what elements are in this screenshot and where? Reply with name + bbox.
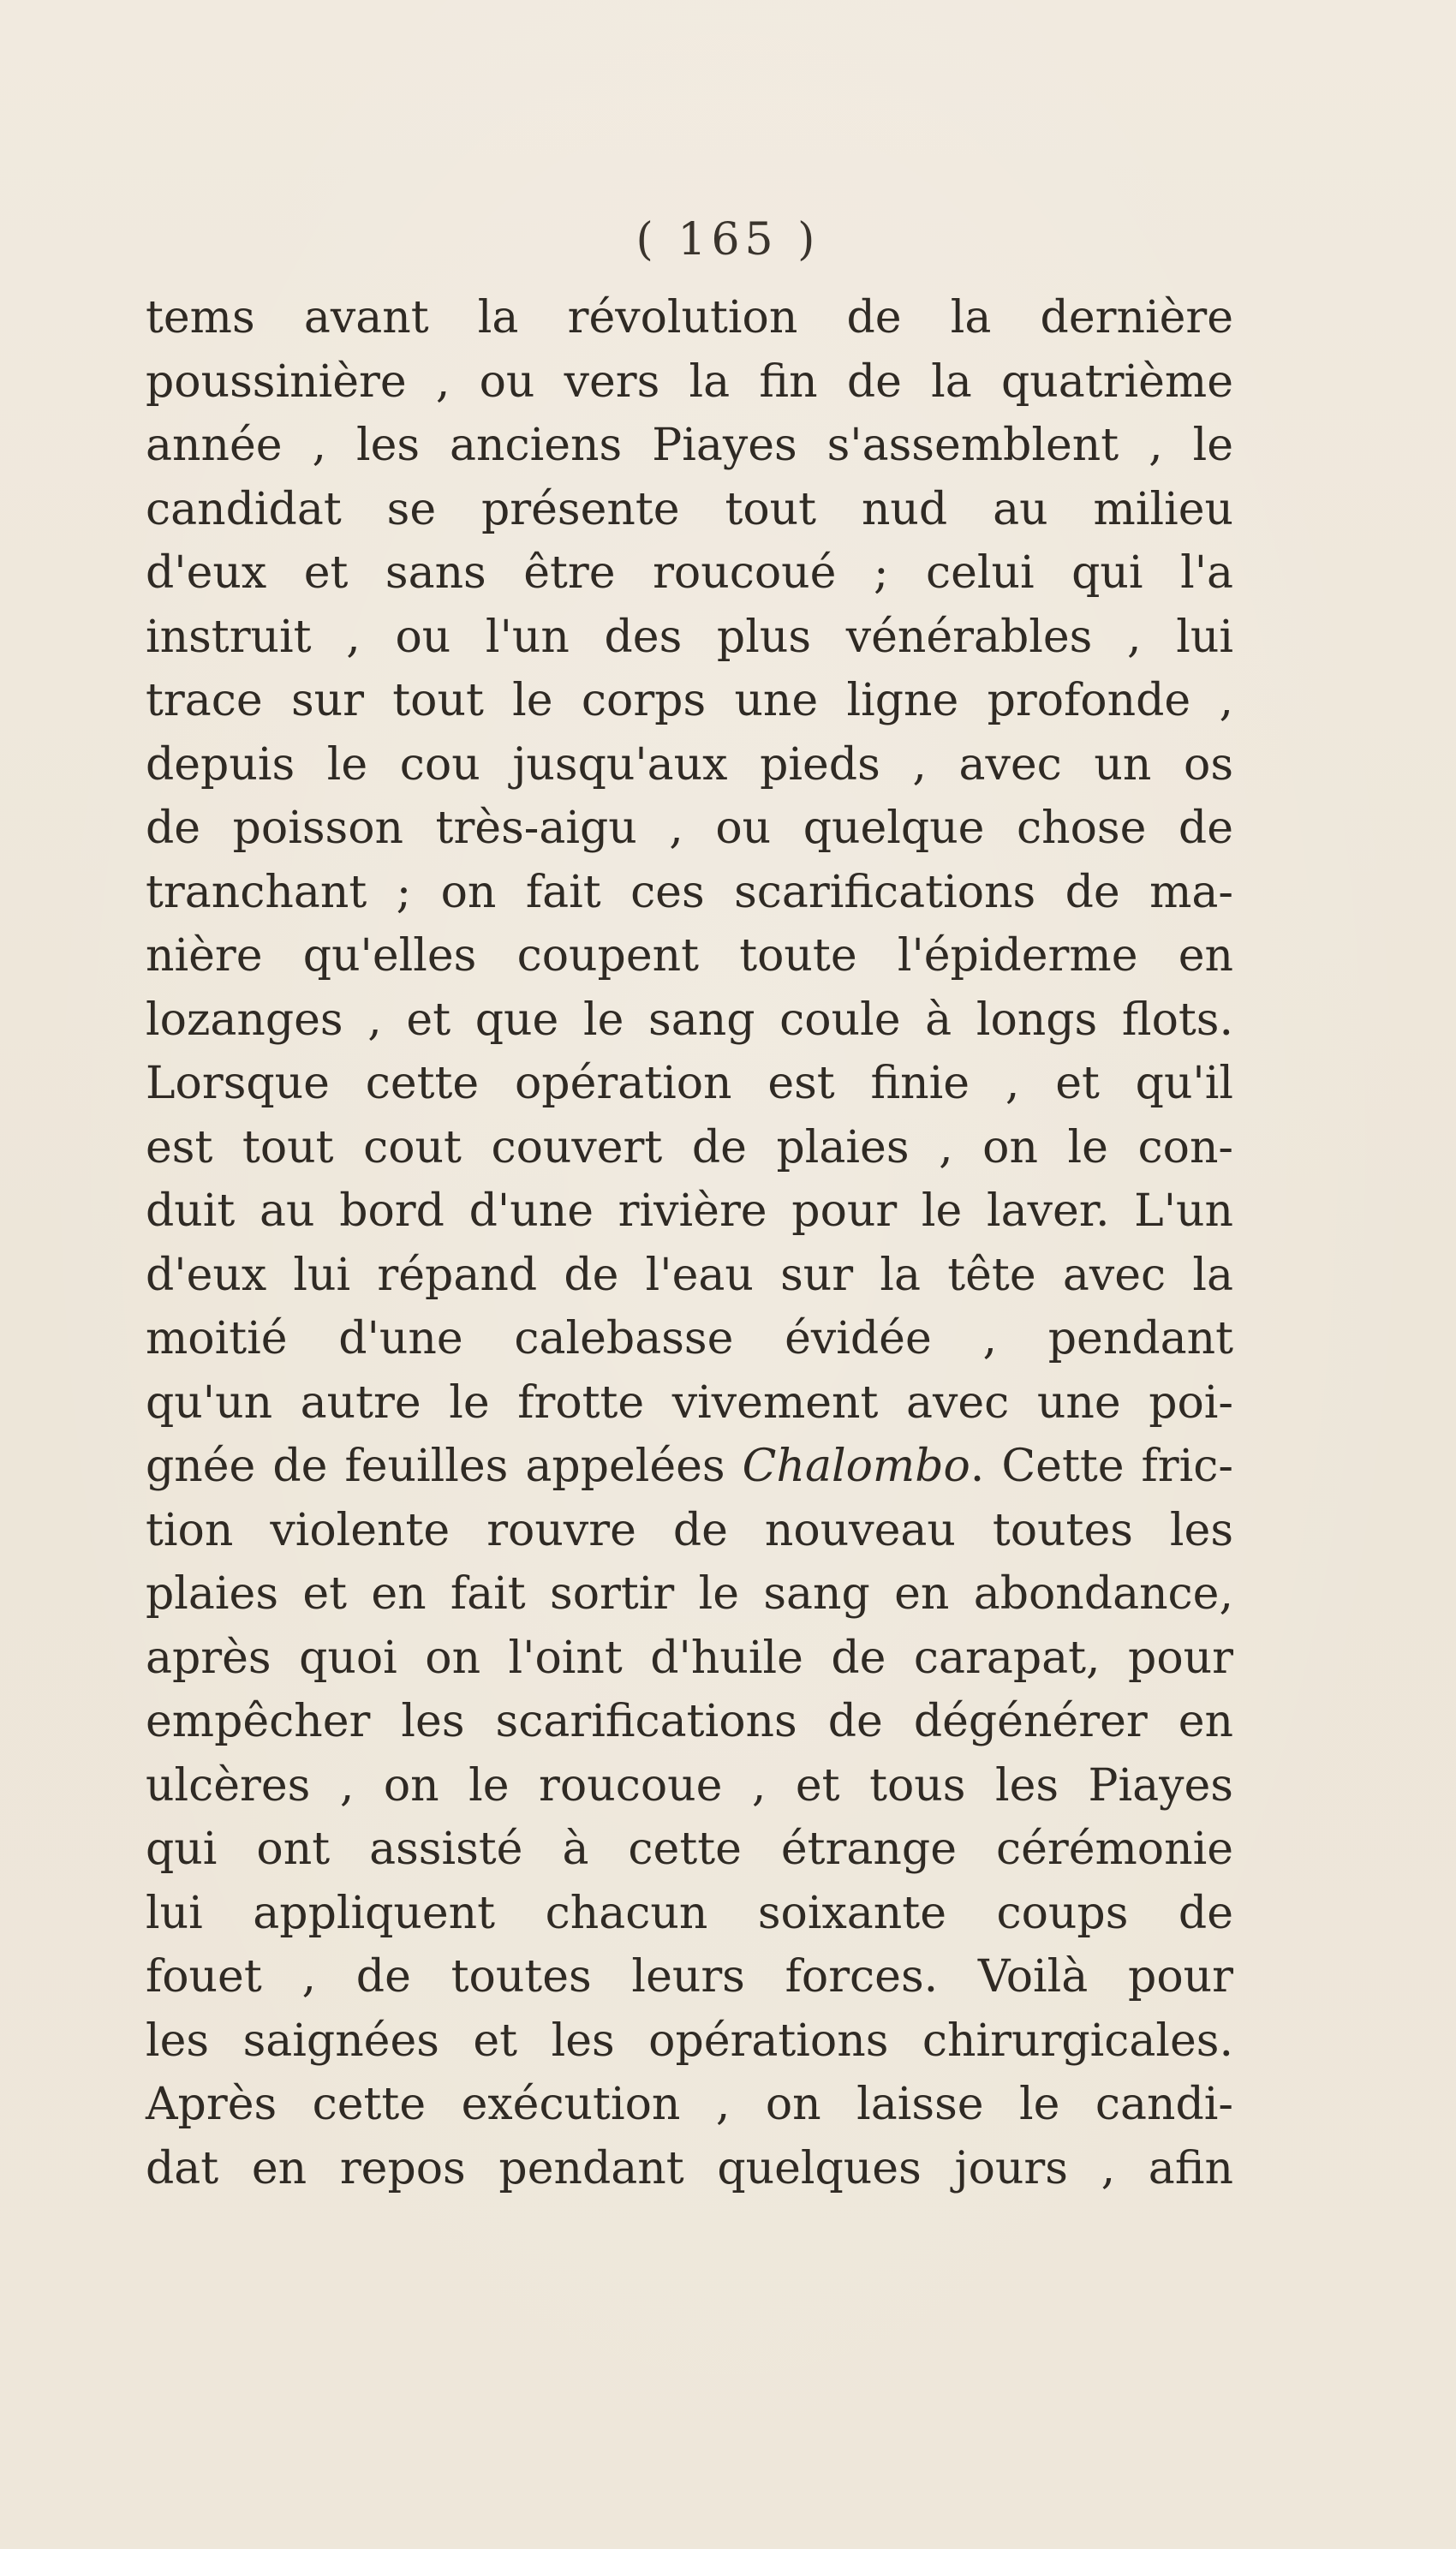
text-line <box>146 286 1233 350</box>
text-segment: trace sur tout le corps une ligne profonde , <box>146 675 1233 726</box>
text-segment: instruit , ou l'un des plus vénérables , lui <box>146 611 1233 663</box>
text-segment: dat en repos pendant quelques jours , afin <box>146 2142 1233 2194</box>
text-line <box>146 1562 1233 1627</box>
text-segment: lui appliquent chacun soixante coups de <box>146 1887 1233 1939</box>
text-segment: gnée de feuilles appelées <box>146 1441 743 1492</box>
page-number: ( 165 ) <box>636 214 820 266</box>
text-line <box>146 1052 1233 1116</box>
text-line <box>146 861 1233 925</box>
text-segment: plaies et en fait sortir le sang en abondance, <box>146 1568 1233 1620</box>
text-line <box>146 988 1233 1053</box>
text-line <box>146 414 1233 478</box>
text-segment: de poisson très-aigu , ou quelque chose de <box>146 803 1233 854</box>
text-line <box>146 1371 1233 1436</box>
text-segment: candidat se présente tout nud au milieu <box>146 483 1233 535</box>
text-segment: qui ont assisté à cette étrange cérémonie <box>146 1824 1233 1875</box>
text-segment: depuis le cou jusqu'aux pieds , avec un os <box>146 738 1233 791</box>
text-line <box>146 1499 1233 1563</box>
text-line <box>146 1818 1233 1882</box>
text-line <box>146 797 1233 861</box>
text-line <box>146 1307 1233 1371</box>
text-line <box>146 669 1233 733</box>
text-segment: poussinière , ou vers la fin de la quatrième <box>146 355 1233 408</box>
text-segment: Lorsque cette opération est finie , et qu'il <box>146 1058 1233 1109</box>
text-line <box>146 733 1233 797</box>
text-segment: tion violente rouvre de nouveau toutes les <box>146 1504 1233 1556</box>
text-segment: tranchant ; on fait ces scarifications de ma- <box>146 866 1233 918</box>
text-line <box>146 924 1233 988</box>
text-segment: nière qu'elles coupent toute l'épiderme en <box>146 930 1233 982</box>
text-segment: duit au bord d'une rivière pour le laver. L'un <box>146 1185 1233 1237</box>
text-segment: Après cette exécution , on laisse le candi- <box>146 2079 1233 2130</box>
text-segment: tems avant la révolution de la dernière <box>146 292 1233 343</box>
text-segment: . Cette fric- <box>970 1441 1233 1492</box>
italic-term: Chalombo <box>742 1441 970 1492</box>
text-segment: ulcères , on le roucoue , et tous les Piayes <box>146 1759 1233 1812</box>
text-line <box>146 1116 1233 1180</box>
text-segment: moitié d'une calebasse évidée , pendant <box>146 1313 1233 1364</box>
text-line <box>146 1690 1233 1754</box>
text-segment: après quoi on l'oint d'huile de carapat, pour <box>146 1632 1233 1684</box>
text-line <box>146 2137 1233 2201</box>
text-line <box>146 1945 1233 2009</box>
text-line <box>146 2073 1233 2137</box>
text-line <box>146 1179 1233 1244</box>
text-line <box>146 1627 1233 1691</box>
text-segment: les saignées et les opérations chirurgicales. <box>146 2015 1233 2067</box>
text-line <box>146 478 1233 542</box>
text-line <box>146 2009 1233 2074</box>
body-text <box>146 286 1233 2200</box>
text-line <box>146 606 1233 670</box>
text-segment: est tout cout couvert de plaies , on le con- <box>146 1121 1233 1173</box>
text-line <box>146 1882 1233 1946</box>
text-segment: lozanges , et que le sang coule à longs flots. <box>146 994 1233 1046</box>
text-line <box>146 1244 1233 1308</box>
text-segment: fouet , de toutes leurs forces. Voilà pour <box>146 1951 1233 2003</box>
text-segment: d'eux et sans être roucoué ; celui qui l'a <box>146 547 1233 599</box>
text-segment: qu'un autre le frotte vivement avec une poi- <box>146 1376 1233 1429</box>
text-line <box>146 541 1233 606</box>
text-line <box>146 1754 1233 1818</box>
text-segment: d'eux lui répand de l'eau sur la tête avec la <box>146 1249 1233 1301</box>
text-line <box>146 1435 1233 1499</box>
text-segment: empêcher les scarifications de dégénérer en <box>146 1696 1233 1747</box>
text-line <box>146 350 1233 415</box>
text-segment: année , les anciens Piayes s'assemblent , le <box>146 420 1233 471</box>
